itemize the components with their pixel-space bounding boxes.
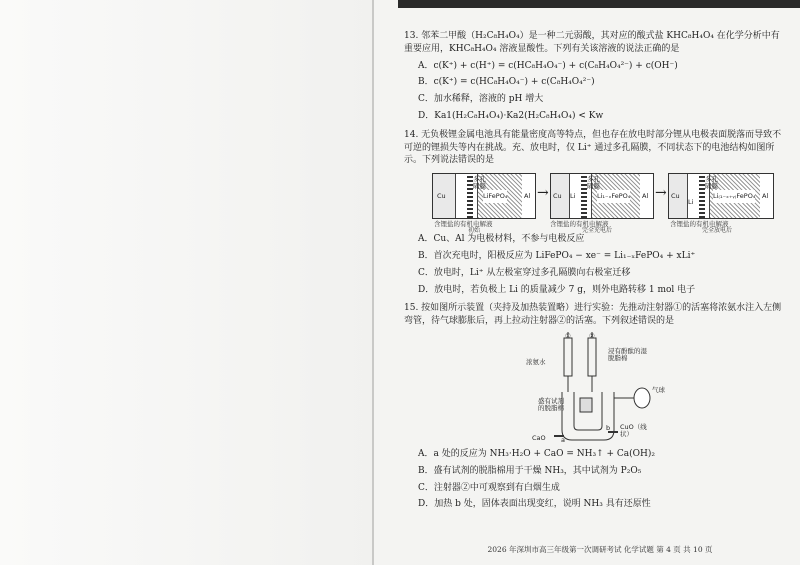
cell2-caption: 完全充电后	[582, 227, 613, 235]
cell2-cu-label: Cu	[553, 192, 562, 201]
cell1-electrolyte: 含锂盐的有机电解液	[434, 220, 493, 229]
question-13-option-a: A．c(K⁺) + c(H⁺) = c(HC₈H₄O₄⁻) + c(C₈H₄O₄²⁻) + c(OH⁻)	[418, 60, 678, 71]
question-13	[404, 30, 784, 123]
question-14-option-c: C．放电时，Li⁺ 从左极室穿过多孔隔膜向右极室迁移	[418, 267, 631, 278]
question-13-option-c: C．加水稀释，溶液的 pH 增大	[418, 94, 544, 105]
question-14-option-b: B．首次充电时，阳极反应为 LiFePO₄ − xe⁻ = Li₁₋ₓFePO₄ + xLi⁺	[418, 250, 696, 261]
question-15	[404, 302, 784, 511]
cell1-caption: 初始	[468, 227, 481, 235]
syringe-2-label: ②	[589, 331, 595, 340]
question-13-stem: 13. 邻苯二甲酸（H₂C₈H₄O₄）是一种二元弱酸，其对应的酸式盐 KHC₈H₄O₄ 在化学分析中有重要应用，KHC₈H₄O₄ 溶液显酸性。下列有关该溶液的说法正确的是	[404, 31, 780, 54]
syringe-1-label: ①	[565, 331, 571, 340]
cell3-li-label: Li	[688, 198, 694, 207]
cell2-membrane-label: 多孔隔膜	[587, 175, 600, 191]
question-13-option-b: B．c(K⁺) = c(HC₈H₄O₄⁻) + c(C₈H₄O₄²⁻)	[418, 77, 595, 88]
balloon-label: 气球	[652, 385, 665, 394]
cell3-cu-label: Cu	[671, 192, 680, 201]
question-14-option-a: A．Cu、Al 为电极材料，不参与电极反应	[418, 234, 585, 245]
battery-diagram	[404, 173, 784, 235]
question-14	[404, 129, 784, 297]
cell3-al-label: Al	[762, 192, 769, 201]
question-15-option-a: A．a 处的反应为 NH₃·H₂O + CaO = NH₃↑ + Ca(OH)₂	[418, 448, 656, 459]
left-reagent-label: 浓氨水	[526, 357, 546, 366]
middle-cotton-label: 盛有试剂的脱脂棉	[538, 396, 564, 412]
question-15-option-d: D．加热 b 处，固体表面出现变红，说明 NH₃ 具有还原性	[418, 499, 651, 510]
cell3-cathode-label: Li₍₁₋ₓ₊ᵧ₎FePO₄	[713, 190, 755, 203]
exam-page	[404, 30, 784, 511]
left-blank-page	[0, 0, 372, 565]
cell2-li-label: Li	[570, 192, 576, 201]
cell1-membrane-label: 多孔隔膜	[473, 175, 486, 191]
cell2-al-label: Al	[642, 192, 649, 201]
battery-cell-charged	[550, 173, 654, 219]
question-14-option-d: D．放电时，若负极上 Li 的质量减少 7 g，则外电路转移 1 mol 电子	[418, 284, 696, 295]
ammonia-apparatus	[404, 332, 784, 444]
arrow-right-icon: →	[537, 185, 549, 202]
cell1-cu-label: Cu	[437, 192, 446, 201]
right-reagent-label: 浸有酚酞的湿脱脂棉	[608, 346, 647, 362]
scan-shadow	[398, 0, 800, 8]
cell3-electrolyte: 含锂盐的有机电解液	[670, 220, 729, 229]
cell3-caption: 完全放电后	[702, 227, 733, 235]
question-15-option-b: B．盛有试剂的脱脂棉用于干燥 NH₃，其中试剂为 P₂O₅	[418, 465, 642, 476]
site-a-label: a	[561, 435, 565, 444]
cell3-membrane-label: 多孔隔膜	[705, 175, 718, 191]
question-15-stem: 15. 按如图所示装置（夹持及加热装置略）进行实验：先推动注射器①的活塞将浓氨水注入左侧弯管，待气球膨胀后，再上拉动注射器②的活塞。下列叙述错误的是	[404, 303, 782, 327]
cell1-al-label: Al	[524, 192, 531, 201]
page-fold	[372, 0, 374, 565]
question-15-option-c: C．注射器②中可观察到有白烟生成	[418, 482, 560, 493]
battery-cell-discharged	[668, 173, 774, 219]
cao-label: CaO	[532, 433, 546, 442]
page-footer: 2026 年深圳市高三年级第一次调研考试 化学试题 第 4 页 共 10 页	[487, 545, 713, 554]
apparatus-drawing	[404, 332, 784, 444]
cuo-label: CuO（线状）	[620, 422, 647, 438]
cell1-cathode-label: LiFePO₄	[483, 190, 507, 203]
site-b-label: b	[606, 423, 611, 432]
battery-cell-initial	[432, 173, 536, 219]
question-14-stem: 14. 无负极锂金属电池具有能量密度高等特点，但也存在放电时部分锂从电极表面脱落而导致不可逆的锂损失等内在挑战。充、放电时，仅 Li⁺ 通过多孔隔膜，不同状态下的电池结构如图所示。下列说法错误的是	[404, 129, 782, 166]
cell2-cathode-label: Li₁₋ₓFePO₄	[597, 190, 630, 203]
arrow-right-icon: →	[655, 185, 667, 202]
question-13-option-d: D．Ka1(H₂C₈H₄O₄)·Ka2(H₂C₈H₄O₄) < Kw	[418, 110, 604, 121]
cell2-electrolyte: 含锂盐的有机电解液	[550, 220, 609, 229]
